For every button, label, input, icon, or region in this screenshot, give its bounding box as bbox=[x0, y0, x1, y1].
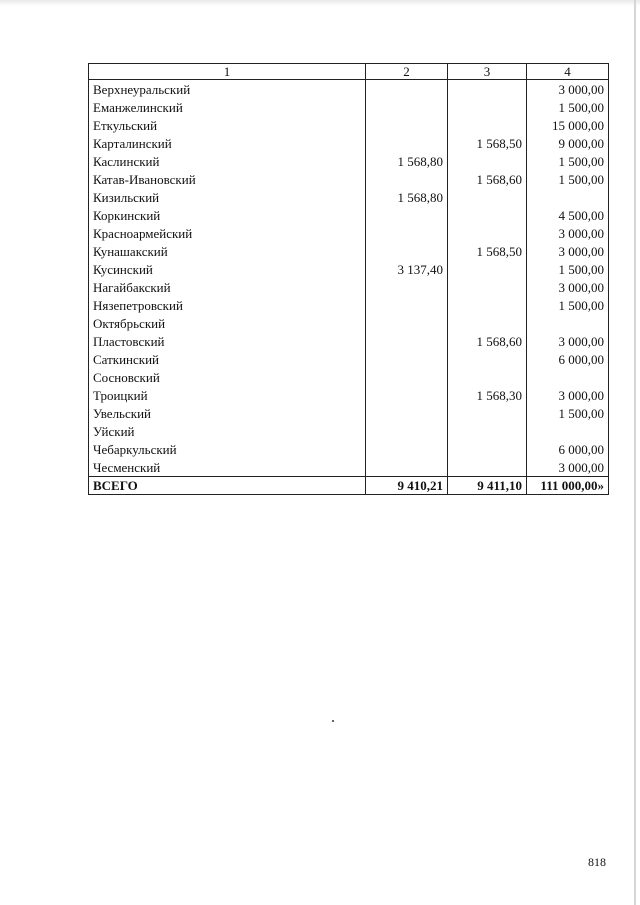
value-col-4-cell bbox=[527, 314, 609, 332]
table-row bbox=[89, 386, 609, 404]
district-name-cell: Сосновский bbox=[89, 368, 366, 386]
table-row bbox=[89, 458, 609, 477]
table-body bbox=[89, 80, 609, 477]
value-col-4-cell: 1 500,00 bbox=[527, 404, 609, 422]
value-col-4-cell: 6 000,00 bbox=[527, 440, 609, 458]
scan-right-edge bbox=[634, 0, 636, 905]
district-name-cell: Еткульский bbox=[89, 116, 366, 134]
district-name-cell: Верхнеуральский bbox=[89, 80, 366, 99]
value-col-4-cell: 6 000,00 bbox=[527, 350, 609, 368]
value-col-2-cell bbox=[366, 368, 448, 386]
value-col-4-cell bbox=[527, 188, 609, 206]
district-name-cell: Нязепетровский bbox=[89, 296, 366, 314]
value-col-2-cell bbox=[366, 98, 448, 116]
page-number: 818 bbox=[588, 855, 606, 869]
district-name-cell: Саткинский bbox=[89, 350, 366, 368]
value-col-2-cell bbox=[366, 224, 448, 242]
value-col-2-cell: 1 568,80 bbox=[366, 188, 448, 206]
value-col-4-cell: 3 000,00 bbox=[527, 80, 609, 99]
value-col-4-cell: 3 000,00 bbox=[527, 458, 609, 477]
value-col-3-cell: 1 568,60 bbox=[448, 170, 527, 188]
table-row bbox=[89, 116, 609, 134]
district-name-cell: Каслинский bbox=[89, 152, 366, 170]
total-col-3: 9 411,10 bbox=[448, 477, 527, 495]
value-col-4-cell: 3 000,00 bbox=[527, 278, 609, 296]
table-row bbox=[89, 260, 609, 278]
value-col-4-cell: 4 500,00 bbox=[527, 206, 609, 224]
value-col-2-cell: 3 137,40 bbox=[366, 260, 448, 278]
value-col-4-cell bbox=[527, 422, 609, 440]
allocation-table bbox=[88, 63, 609, 495]
value-col-3-cell bbox=[448, 458, 527, 477]
district-name-cell: Кунашакский bbox=[89, 242, 366, 260]
value-col-4-cell: 3 000,00 bbox=[527, 332, 609, 350]
value-col-3-cell bbox=[448, 116, 527, 134]
value-col-2-cell bbox=[366, 206, 448, 224]
value-col-4-cell: 1 500,00 bbox=[527, 98, 609, 116]
table-row bbox=[89, 242, 609, 260]
value-col-4-cell: 3 000,00 bbox=[527, 386, 609, 404]
table-row bbox=[89, 188, 609, 206]
table-row bbox=[89, 80, 609, 99]
table-row bbox=[89, 314, 609, 332]
district-name-cell: Коркинский bbox=[89, 206, 366, 224]
value-col-4-cell bbox=[527, 368, 609, 386]
value-col-4-cell: 1 500,00 bbox=[527, 296, 609, 314]
table-row bbox=[89, 296, 609, 314]
table-row bbox=[89, 224, 609, 242]
district-name-cell: Красноармейский bbox=[89, 224, 366, 242]
table-row bbox=[89, 206, 609, 224]
table-row bbox=[89, 98, 609, 116]
value-col-4-cell: 1 500,00 bbox=[527, 152, 609, 170]
value-col-2-cell bbox=[366, 350, 448, 368]
value-col-2-cell bbox=[366, 278, 448, 296]
column-header-1: 1 bbox=[89, 64, 366, 80]
district-name-cell: Пластовский bbox=[89, 332, 366, 350]
value-col-2-cell bbox=[366, 80, 448, 99]
table-row bbox=[89, 368, 609, 386]
value-col-3-cell bbox=[448, 98, 527, 116]
value-col-4-cell: 15 000,00 bbox=[527, 116, 609, 134]
value-col-3-cell bbox=[448, 368, 527, 386]
district-name-cell: Троицкий bbox=[89, 386, 366, 404]
total-col-2: 9 410,21 bbox=[366, 477, 448, 495]
value-col-4-cell: 3 000,00 bbox=[527, 242, 609, 260]
table-row bbox=[89, 134, 609, 152]
value-col-2-cell bbox=[366, 422, 448, 440]
value-col-3-cell bbox=[448, 152, 527, 170]
table-row bbox=[89, 350, 609, 368]
value-col-3-cell bbox=[448, 404, 527, 422]
table-row bbox=[89, 440, 609, 458]
value-col-2-cell bbox=[366, 314, 448, 332]
value-col-2-cell bbox=[366, 242, 448, 260]
value-col-3-cell bbox=[448, 350, 527, 368]
district-name-cell: Кусинский bbox=[89, 260, 366, 278]
column-header-3: 3 bbox=[448, 64, 527, 80]
value-col-3-cell bbox=[448, 314, 527, 332]
value-col-3-cell bbox=[448, 80, 527, 99]
table-row bbox=[89, 332, 609, 350]
district-name-cell: Еманжелинский bbox=[89, 98, 366, 116]
value-col-4-cell: 1 500,00 bbox=[527, 260, 609, 278]
table-header-row bbox=[89, 64, 609, 80]
value-col-2-cell: 1 568,80 bbox=[366, 152, 448, 170]
value-col-2-cell bbox=[366, 458, 448, 477]
value-col-2-cell bbox=[366, 116, 448, 134]
value-col-3-cell: 1 568,50 bbox=[448, 134, 527, 152]
total-col-4: 111 000,00» bbox=[527, 477, 609, 495]
value-col-3-cell bbox=[448, 422, 527, 440]
district-name-cell: Катав-Ивановский bbox=[89, 170, 366, 188]
scan-speck bbox=[332, 720, 334, 722]
column-header-2: 2 bbox=[366, 64, 448, 80]
value-col-3-cell bbox=[448, 188, 527, 206]
value-col-3-cell bbox=[448, 278, 527, 296]
value-col-2-cell bbox=[366, 440, 448, 458]
value-col-2-cell bbox=[366, 296, 448, 314]
value-col-3-cell: 1 568,30 bbox=[448, 386, 527, 404]
value-col-2-cell bbox=[366, 332, 448, 350]
table-row bbox=[89, 422, 609, 440]
district-name-cell: Октябрьский bbox=[89, 314, 366, 332]
total-label: ВСЕГО bbox=[89, 477, 366, 495]
district-name-cell: Кизильский bbox=[89, 188, 366, 206]
table-row bbox=[89, 152, 609, 170]
district-name-cell: Карталинский bbox=[89, 134, 366, 152]
district-name-cell: Чебаркульский bbox=[89, 440, 366, 458]
district-name-cell: Увельский bbox=[89, 404, 366, 422]
value-col-3-cell: 1 568,60 bbox=[448, 332, 527, 350]
district-name-cell: Уйский bbox=[89, 422, 366, 440]
table-total-row bbox=[89, 477, 609, 495]
district-name-cell: Нагайбакский bbox=[89, 278, 366, 296]
value-col-2-cell bbox=[366, 404, 448, 422]
value-col-3-cell bbox=[448, 296, 527, 314]
value-col-2-cell bbox=[366, 134, 448, 152]
table-row bbox=[89, 278, 609, 296]
value-col-3-cell bbox=[448, 206, 527, 224]
value-col-2-cell bbox=[366, 170, 448, 188]
district-name-cell: Чесменский bbox=[89, 458, 366, 477]
scan-top-edge bbox=[0, 0, 640, 6]
value-col-4-cell: 3 000,00 bbox=[527, 224, 609, 242]
value-col-3-cell bbox=[448, 260, 527, 278]
value-col-3-cell bbox=[448, 224, 527, 242]
table-row bbox=[89, 404, 609, 422]
value-col-4-cell: 1 500,00 bbox=[527, 170, 609, 188]
value-col-3-cell bbox=[448, 440, 527, 458]
value-col-3-cell: 1 568,50 bbox=[448, 242, 527, 260]
value-col-2-cell bbox=[366, 386, 448, 404]
table-row bbox=[89, 170, 609, 188]
value-col-4-cell: 9 000,00 bbox=[527, 134, 609, 152]
column-header-4: 4 bbox=[527, 64, 609, 80]
